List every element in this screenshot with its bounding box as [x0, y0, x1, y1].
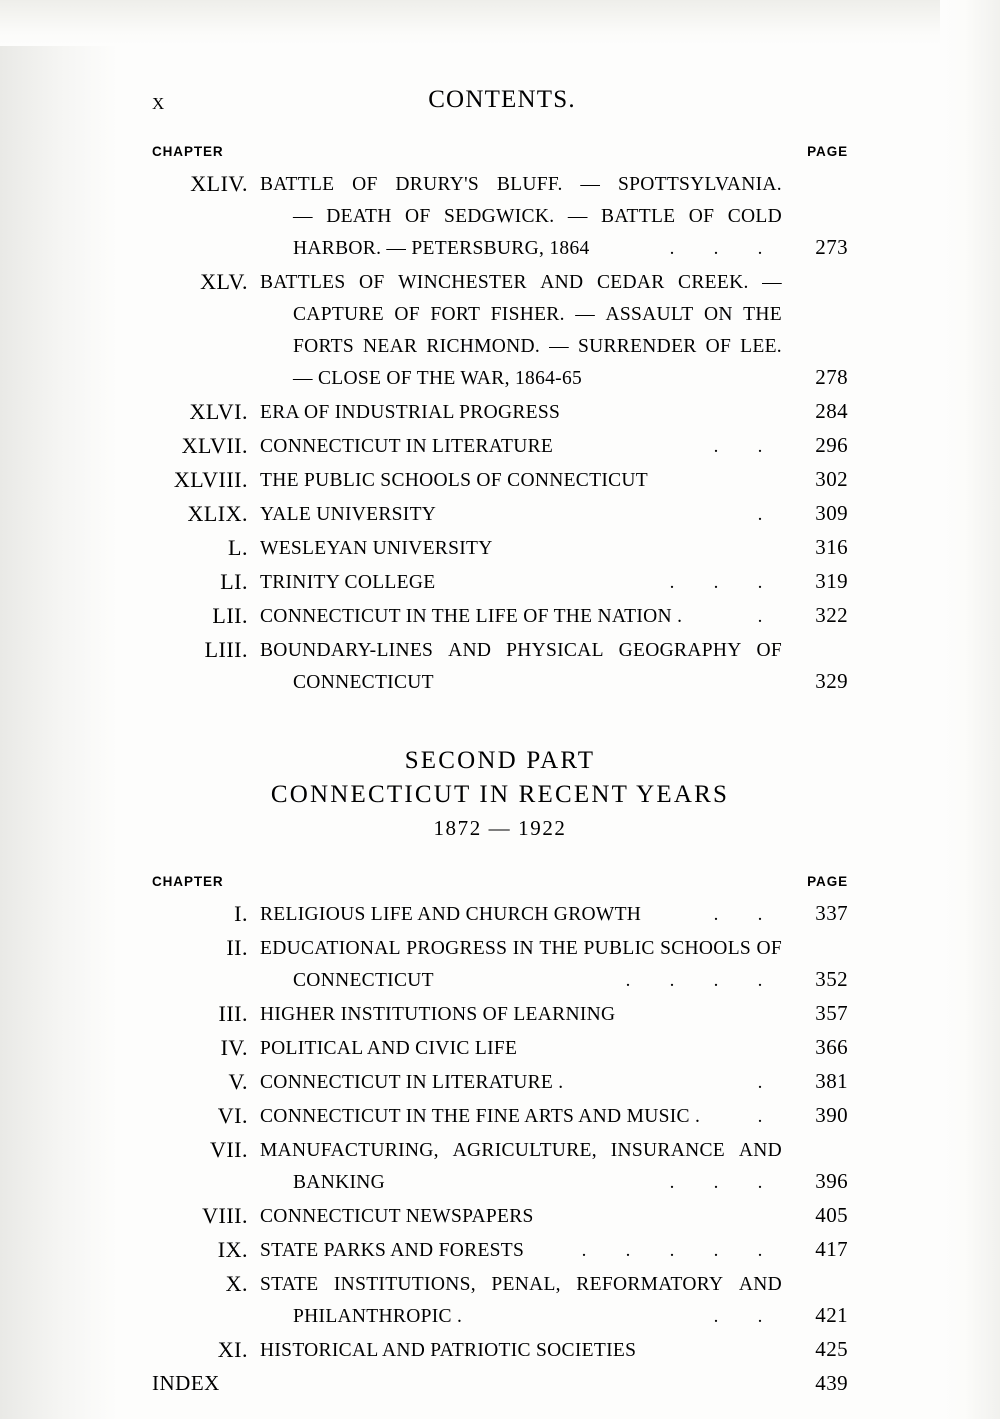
toc-entry-number: XLIV.: [190, 171, 248, 196]
toc-entry-line: [260, 464, 848, 496]
toc-entry-body: [260, 168, 848, 264]
toc-entry: [152, 168, 848, 264]
column-header-page: PAGE: [807, 144, 848, 159]
toc-entry: [152, 898, 848, 930]
toc-entry-number: XLVIII.: [173, 467, 248, 492]
toc-entry-number: VIII.: [202, 1203, 248, 1228]
toc-entry: [152, 1134, 848, 1198]
toc-entry-line: [260, 298, 848, 330]
toc-entry-body: [260, 532, 848, 564]
toc-entry-page-number: 309: [815, 501, 848, 525]
toc-entry-title: FORTS NEAR RICHMOND. — SURRENDER OF LEE.: [293, 336, 782, 357]
toc-entry-title: HISTORICAL AND PATRIOTIC SOCIETIES: [260, 1340, 637, 1361]
toc-entry-page-number: 329: [815, 669, 848, 693]
toc-entry-page-number: 366: [815, 1035, 848, 1059]
leader-dots: .: [757, 1106, 763, 1127]
toc-entry-line: [260, 532, 848, 564]
toc-entry-line: [260, 1300, 848, 1332]
part-heading-line-1: SECOND PART: [404, 747, 596, 774]
toc-entry-title: TRINITY COLLEGE: [260, 572, 436, 593]
toc-entry-page-number: 381: [815, 1069, 848, 1093]
toc-entry-title: THE PUBLIC SCHOOLS OF CONNECTICUT: [260, 470, 649, 491]
toc-entry-page-number: 390: [815, 1103, 848, 1127]
toc-entry-page-number: 425: [815, 1337, 848, 1361]
toc-entry-body: [260, 1032, 848, 1064]
toc-entry-line: [260, 232, 848, 264]
toc-entry-page-number: 284: [815, 399, 848, 423]
toc-entry-number: VI.: [217, 1103, 248, 1128]
toc-entry-line: [260, 498, 848, 530]
toc-entry: [152, 998, 848, 1030]
toc-list-second-part: [152, 898, 848, 1366]
toc-entry-body: [260, 600, 848, 632]
toc-entry-line: [260, 998, 848, 1030]
toc-entry-line: [260, 898, 848, 930]
toc-entry-title: STATE INSTITUTIONS, PENAL, REFORMATORY AND: [260, 1274, 782, 1295]
toc-entry: [152, 1200, 848, 1232]
page-folio-number: X: [152, 94, 165, 113]
toc-entry-line: [260, 1100, 848, 1132]
leader-dots: . . .: [669, 572, 763, 593]
toc-entry-number: LII.: [212, 603, 248, 628]
toc-entry-line: [260, 396, 848, 428]
toc-entry-body: [260, 932, 848, 996]
toc-entry-title: CONNECTICUT NEWSPAPERS: [260, 1206, 534, 1227]
toc-entry-title: BOUNDARY-LINES AND PHYSICAL GEOGRAPHY OF: [260, 640, 782, 661]
toc-entry-number: XLIX.: [187, 501, 248, 526]
toc-entry-title: MANUFACTURING, AGRICULTURE, INSURANCE AND: [260, 1140, 782, 1161]
toc-entry-number: II.: [226, 935, 248, 960]
toc-entry-title: CONNECTICUT: [293, 970, 434, 991]
toc-entry-body: [260, 1134, 848, 1198]
toc-entry-body: [260, 634, 848, 698]
toc-entry: [152, 1100, 848, 1132]
toc-entry-title: CONNECTICUT IN LITERATURE: [260, 436, 554, 457]
toc-entry-body: [260, 1268, 848, 1332]
toc-entry-line: [260, 1334, 848, 1366]
toc-entry-line: [260, 964, 848, 996]
toc-entry-title: RELIGIOUS LIFE AND CHURCH GROWTH: [260, 904, 642, 925]
toc-entry: [152, 1234, 848, 1266]
toc-entry-line: [260, 266, 848, 298]
toc-entry-title: ERA OF INDUSTRIAL PROGRESS: [260, 402, 561, 423]
toc-entry-body: [260, 430, 848, 462]
column-headers-second-part: [152, 874, 848, 889]
toc-entry-page-number: 405: [815, 1203, 848, 1227]
toc-entry-line: [260, 1268, 848, 1300]
toc-entry-title: POLITICAL AND CIVIC LIFE: [260, 1038, 518, 1059]
toc-entry-line: [260, 1134, 848, 1166]
toc-entry: [152, 1032, 848, 1064]
toc-entry-page-number: 296: [815, 433, 848, 457]
toc-entry-body: [260, 464, 848, 496]
toc-entry-body: [260, 396, 848, 428]
toc-entry-line: [260, 168, 848, 200]
column-header-chapter: CHAPTER: [152, 874, 224, 889]
toc-entry: [152, 532, 848, 564]
toc-entry-number: L.: [228, 535, 248, 560]
toc-entry-page-number: 417: [815, 1237, 848, 1261]
toc-entry-number: XLVI.: [189, 399, 248, 424]
toc-entry-title: BANKING: [293, 1172, 386, 1193]
leader-dots: . . . . .: [581, 1240, 763, 1261]
toc-entry: [152, 1066, 848, 1098]
toc-entry: [152, 566, 848, 598]
toc-entry-body: [260, 1066, 848, 1098]
column-header-page: PAGE: [807, 874, 848, 889]
toc-entry: [152, 932, 848, 996]
toc-entry-title: CONNECTICUT IN THE FINE ARTS AND MUSIC .: [260, 1106, 701, 1127]
toc-entry-title: HIGHER INSTITUTIONS OF LEARNING: [260, 1004, 616, 1025]
part-heading-line-3: 1872 — 1922: [433, 816, 567, 840]
toc-entry: [152, 396, 848, 428]
toc-entry-body: [260, 1100, 848, 1132]
toc-entry-page-number: 421: [815, 1303, 848, 1327]
leader-dots: .: [757, 606, 763, 627]
page-content: [152, 0, 848, 1399]
leader-dots: . . .: [669, 238, 763, 259]
toc-entry-line: [260, 1200, 848, 1232]
toc-entry-number: III.: [218, 1001, 248, 1026]
index-page-number: 439: [815, 1371, 848, 1395]
toc-entry: [152, 430, 848, 462]
toc-entry-page-number: 302: [815, 467, 848, 491]
toc-entry-body: [260, 1200, 848, 1232]
toc-entry-line: [260, 1032, 848, 1064]
toc-entry-body: [260, 566, 848, 598]
leader-dots: .: [757, 504, 763, 525]
toc-entry-line: [260, 430, 848, 462]
toc-entry-page-number: 319: [815, 569, 848, 593]
toc-entry: [152, 464, 848, 496]
toc-entry-title: CAPTURE OF FORT FISHER. — ASSAULT ON THE: [293, 304, 782, 325]
toc-entry: [152, 1268, 848, 1332]
toc-entry: [152, 1334, 848, 1366]
toc-entry: [152, 266, 848, 394]
leader-dots: . . . .: [625, 970, 763, 991]
toc-entry-body: [260, 1334, 848, 1366]
toc-entry-page-number: 396: [815, 1169, 848, 1193]
toc-entry-page-number: 352: [815, 967, 848, 991]
toc-entry-body: [260, 898, 848, 930]
toc-entry-title: CONNECTICUT IN THE LIFE OF THE NATION .: [260, 606, 683, 627]
toc-entry-number: XI.: [217, 1337, 248, 1362]
toc-entry-line: [260, 666, 848, 698]
toc-entry-number: VII.: [209, 1137, 248, 1162]
page-title: CONTENTS.: [428, 86, 576, 113]
column-headers-first-part: [152, 144, 848, 159]
toc-entry-page-number: 273: [815, 235, 848, 259]
toc-entry: [152, 600, 848, 632]
toc-entry-page-number: 337: [815, 901, 848, 925]
toc-entry-page-number: 278: [815, 365, 848, 389]
toc-entry-title: YALE UNIVERSITY: [260, 504, 437, 525]
toc-entry-number: LI.: [220, 569, 248, 594]
toc-entry: [152, 498, 848, 530]
toc-entry-page-number: 316: [815, 535, 848, 559]
toc-entry-title: BATTLE OF DRURY'S BLUFF. — SPOTTSYLVANIA.: [260, 174, 782, 195]
toc-entry-line: [260, 634, 848, 666]
leader-dots: . .: [713, 1306, 763, 1327]
toc-entry-title: — CLOSE OF THE WAR, 1864-65: [293, 368, 583, 389]
running-head: [152, 86, 848, 144]
toc-entry-title: — DEATH OF SEDGWICK. — BATTLE OF COLD: [293, 206, 782, 227]
leader-dots: .: [757, 1072, 763, 1093]
toc-entry-body: [260, 498, 848, 530]
toc-entry-title: PHILANTHROPIC .: [293, 1306, 463, 1327]
toc-entry-number: I.: [234, 901, 248, 926]
scan-edge-shadow-right: [940, 0, 1000, 1419]
part-heading-line-2: CONNECTICUT IN RECENT YEARS: [270, 781, 730, 808]
toc-entry-title: WESLEYAN UNIVERSITY: [260, 538, 493, 559]
toc-entry-title: STATE PARKS AND FORESTS: [260, 1240, 525, 1261]
toc-entry-line: [260, 330, 848, 362]
toc-entry-number: LIII.: [204, 637, 248, 662]
index-label: INDEX: [152, 1371, 220, 1395]
index-entry: [152, 1368, 848, 1399]
toc-list-first-part: [152, 168, 848, 698]
toc-entry-number: IX.: [217, 1237, 248, 1262]
toc-entry-body: [260, 998, 848, 1030]
toc-entry-line: [260, 200, 848, 232]
toc-entry-title: CONNECTICUT IN LITERATURE .: [260, 1072, 564, 1093]
toc-entry-number: X.: [225, 1271, 248, 1296]
scan-edge-shadow-left: [0, 0, 118, 1419]
toc-entry-title: HARBOR. — PETERSBURG, 1864: [293, 238, 590, 259]
toc-entry: [152, 634, 848, 698]
toc-entry-line: [260, 932, 848, 964]
toc-entry-line: [260, 1066, 848, 1098]
toc-entry-body: [260, 1234, 848, 1266]
toc-entry-page-number: 357: [815, 1001, 848, 1025]
leader-dots: . .: [713, 904, 763, 925]
leader-dots: . .: [713, 436, 763, 457]
toc-entry-number: IV.: [220, 1035, 248, 1060]
toc-entry-line: [260, 1166, 848, 1198]
toc-entry-page-number: 322: [815, 603, 848, 627]
toc-entry-number: V.: [228, 1069, 248, 1094]
column-header-chapter: CHAPTER: [152, 144, 224, 159]
toc-entry-title: EDUCATIONAL PROGRESS IN THE PUBLIC SCHOOLS OF: [260, 938, 782, 959]
toc-entry-line: [260, 566, 848, 598]
leader-dots: . . .: [669, 1172, 763, 1193]
toc-entry-title: CONNECTICUT: [293, 672, 434, 693]
toc-entry-number: XLV.: [200, 269, 248, 294]
toc-entry-line: [260, 600, 848, 632]
part-heading: [152, 744, 848, 844]
toc-entry-number: XLVII.: [181, 433, 248, 458]
toc-entry-title: BATTLES OF WINCHESTER AND CEDAR CREEK. —: [260, 272, 782, 293]
toc-entry-body: [260, 266, 848, 394]
toc-entry-line: [260, 362, 848, 394]
toc-entry-line: [260, 1234, 848, 1266]
